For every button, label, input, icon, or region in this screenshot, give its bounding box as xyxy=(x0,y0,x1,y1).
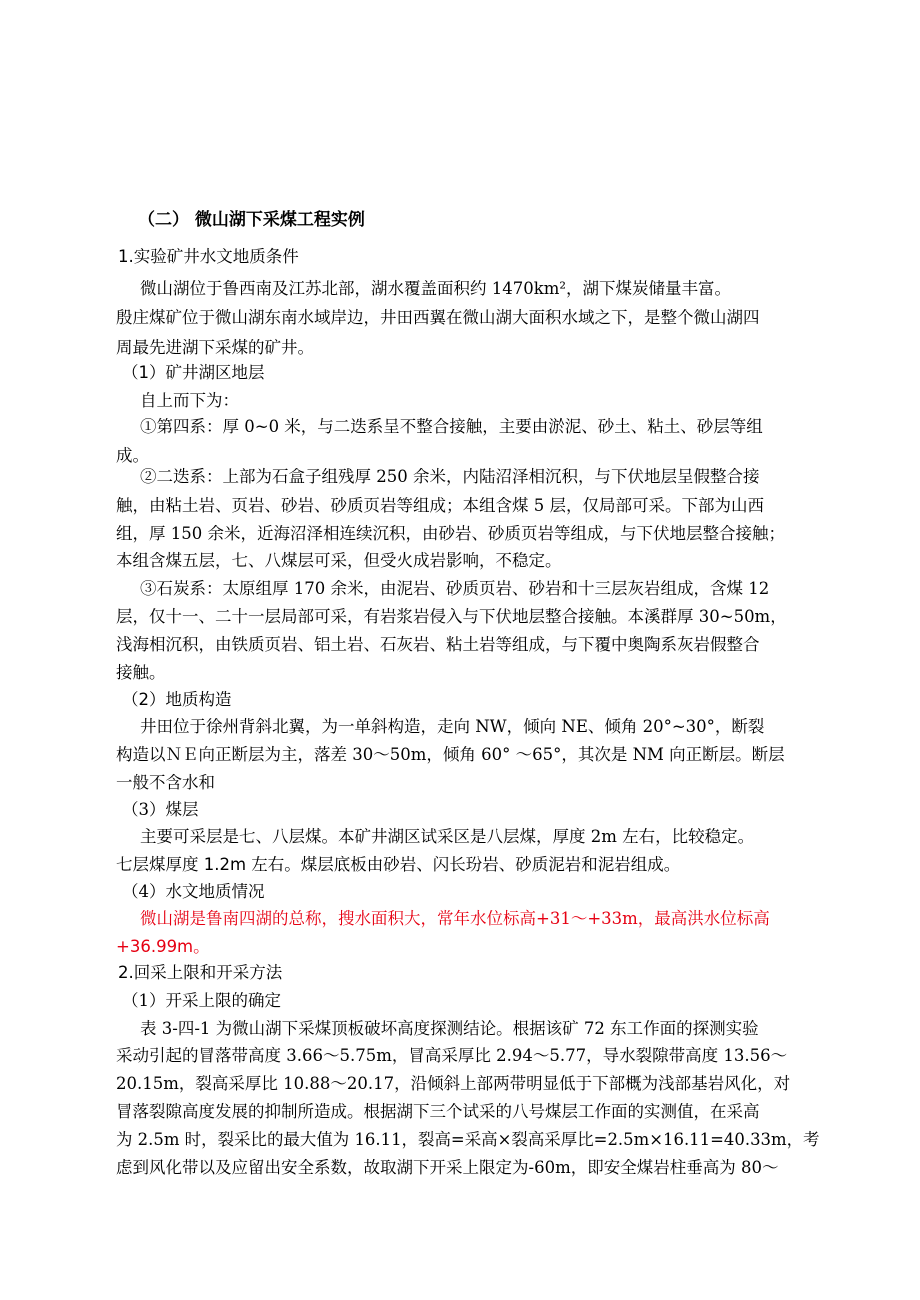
text-line: 层，仅十一、二十一层局部可采，有岩浆岩侵入与下伏地层整合接触。本溪群厚 30~50m， xyxy=(116,607,787,626)
text-line: 微山湖是鲁南四湖的总称，搜水面积大，常年水位标高+31～+33m，最高洪水位标高 xyxy=(140,909,770,928)
text-line: 表 3-四-1 为微山湖下采煤顶板破坏高度探测结论。根据该矿 72 东工作面的探测实验 xyxy=(140,1019,759,1038)
text-line: （1）开采上限的确定 xyxy=(122,991,281,1010)
text-line: ③石炭系：太原组厚 170 余米，由泥岩、砂质页岩、砂岩和十三层灰岩组成，含煤 12 xyxy=(140,579,770,598)
text-line: 1.实验矿井水文地质条件 xyxy=(118,247,299,266)
text-line: 组，厚 150 余米，近海沼泽相连续沉积，由砂岩、砂质页岩等组成，与下伏地层整合接触； xyxy=(116,524,785,543)
text-line: 主要可采层是七、八层煤。本矿井湖区试采区是八层煤，厚度 2m 左右，比较稳定。 xyxy=(140,827,755,846)
text-line: 殷庄煤矿位于微山湖东南水域岸边，井田西翼在微山湖大面积水域之下，是整个微山湖四 xyxy=(116,308,760,327)
section-title: （二） 微山湖下采煤工程实例 xyxy=(138,210,365,230)
text-line: 虑到风化带以及应留出安全系数，故取湖下开采上限定为-60m，即安全煤岩柱垂高为 80～ xyxy=(116,1158,779,1177)
text-line: （1）矿井湖区地层 xyxy=(122,363,265,382)
text-line: 为 2.5m 时，裂采比的最大值为 16.11，裂高=采高×裂高采厚比=2.5m×16.11=40.33m，考 xyxy=(116,1130,820,1149)
text-line: 一般不含水和 xyxy=(116,773,215,792)
text-line: 七层煤厚度 1.2m 左右。煤层底板由砂岩、闪长玢岩、砂质泥岩和泥岩组成。 xyxy=(116,855,681,874)
text-line: （4）水文地质情况 xyxy=(122,882,265,901)
text-line: 自上而下为： xyxy=(140,391,239,410)
text-line: （2）地质构造 xyxy=(122,690,232,709)
text-line: 冒落裂隙高度发展的抑制所造成。根据湖下三个试采的八号煤层工作面的实测值，在采高 xyxy=(116,1102,760,1121)
text-line: 成。 xyxy=(116,446,149,465)
text-line: 周最先进湖下采煤的矿井。 xyxy=(116,338,314,357)
text-line: 微山湖位于鲁西南及江苏北部，湖水覆盖面积约 1470km²，湖下煤炭储量丰富。 xyxy=(140,279,731,298)
text-line: +36.99m。 xyxy=(116,937,210,956)
text-line: （3）煤层 xyxy=(122,800,199,819)
text-line: 构造以ＮＥ向正断层为主，落差 30～50m，倾角 60° ～65°，其次是 NM 向正断层。断层 xyxy=(116,745,785,764)
text-line: 接触。 xyxy=(116,663,166,682)
text-line: 触，由粘土岩、页岩、砂岩、砂质页岩等组成；本组含煤 5 层，仅局部可采。下部为山西 xyxy=(116,496,764,515)
text-line: 20.15m，裂高采厚比 10.88～20.17，沿倾斜上部两带明显低于下部概为浅部基岩风化，对 xyxy=(116,1074,791,1093)
text-line: 浅海相沉积，由铁质页岩、铝土岩、石灰岩、粘土岩等组成，与下覆中奥陶系灰岩假整合 xyxy=(116,635,760,654)
text-line: 2.回采上限和开采方法 xyxy=(118,963,283,982)
text-line: ②二迭系：上部为石盒子组残厚 250 余米，内陆沼泽相沉积，与下伏地层呈假整合接 xyxy=(140,467,760,486)
text-line: ①第四系：厚 0~0 米，与二迭系呈不整合接触，主要由淤泥、砂土、粘土、砂层等组 xyxy=(140,417,763,436)
text-line: 采动引起的冒落带高度 3.66～5.75m，冒高采厚比 2.94～5.77，导水裂隙带高度 13.56～ xyxy=(116,1046,788,1065)
text-line: 井田位于徐州背斜北翼，为一单斜构造，走向 NW，倾向 NE、倾角 20°~30°，断裂 xyxy=(140,717,765,736)
text-line: 本组含煤五层，七、八煤层可采，但受火成岩影响，不稳定。 xyxy=(116,551,562,570)
